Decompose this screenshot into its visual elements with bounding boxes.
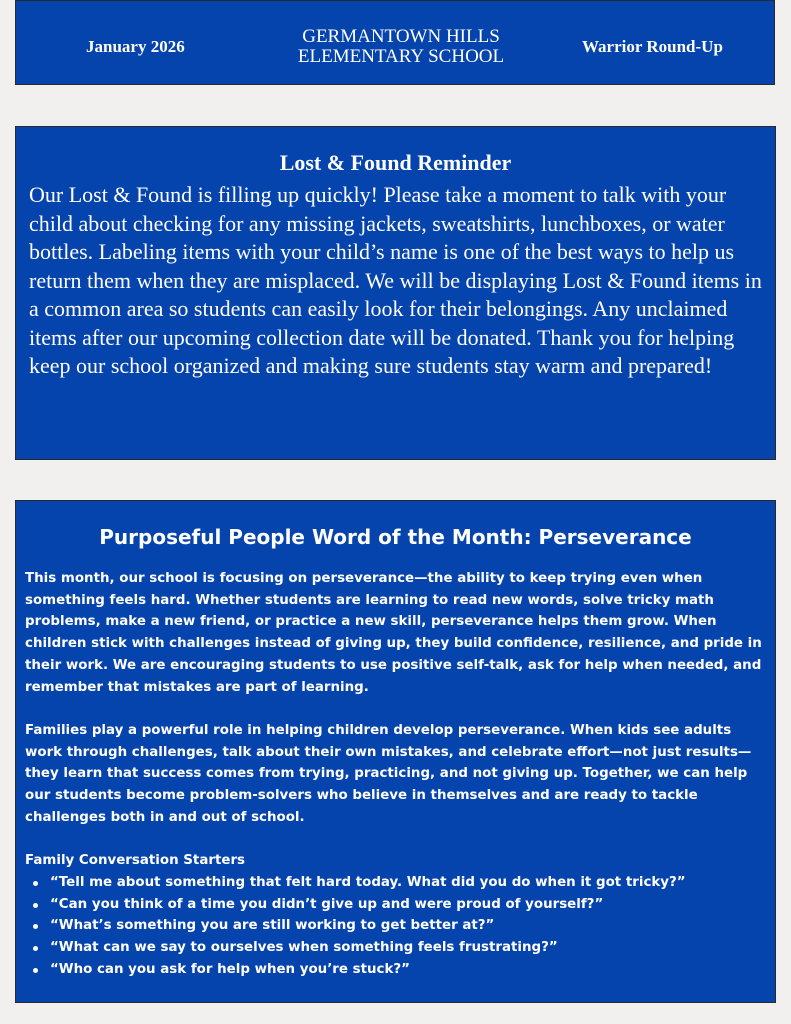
paragraph-2: Families play a powerful role in helping children develop perseverance. When kids see adults work through challenges, talk about their own mistakes, and celebrate effort—not just results—they learn that success comes from trying, practicing, and not giving up. Together, we can help our students become problem-solvers who believe in themselves and are ready to tackle challenges both in and out of school. (25, 722, 752, 825)
starter-text: “What can we say to ourselves when something feels frustrating?” (50, 939, 558, 955)
starter-item (50, 915, 765, 937)
starter-text: “What’s something you are still working to get better at?” (50, 918, 495, 934)
bullet-icon (33, 881, 38, 886)
word-of-month-title: Purposeful People Word of the Month: Perseverance (99, 525, 692, 549)
newsletter-title: Warrior Round-Up (582, 37, 723, 56)
school-name-line-2: ELEMENTARY SCHOOL (297, 46, 505, 67)
bullet-icon (33, 946, 38, 951)
issue-date: January 2026 (86, 37, 185, 56)
starter-item (50, 894, 765, 916)
word-of-month-body (25, 568, 765, 980)
starter-item (50, 872, 765, 894)
starters-list (25, 872, 765, 981)
starter-text: “Who can you ask for help when you’re stuck?” (50, 961, 410, 977)
bullet-icon (33, 903, 38, 908)
bullet-icon (33, 968, 38, 973)
bullet-icon (33, 924, 38, 929)
starter-text: “Tell me about something that felt hard today. What did you do when it got tricky?” (50, 874, 686, 890)
newsletter-header (15, 0, 775, 85)
starter-item (50, 959, 765, 981)
starters-heading: Family Conversation Starters (25, 853, 246, 869)
starter-text: “Can you think of a time you didn’t give up and were proud of yourself?” (50, 896, 604, 912)
lost-found-title: Lost & Found Reminder (279, 150, 512, 175)
paragraph-1: This month, our school is focusing on perseverance—the ability to keep trying even when something feels hard. Whether students are learning to read new words, solve tricky math problems, make a new friend, or practice a new skill, perseverance helps them grow. When children stick with challenges instead of giving up, they build confidence, resilience, and pride in their work. We are encouraging students to use positive self-talk, ask for help when needed, and remember that mistakes are part of learning. (25, 571, 762, 695)
school-name-line-1: GERMANTOWN HILLS (302, 26, 500, 47)
school-name (246, 27, 556, 67)
word-of-month-section (15, 500, 776, 1003)
starter-item (50, 937, 765, 959)
lost-found-section (15, 126, 776, 460)
lost-found-body: Our Lost & Found is filling up quickly! Please take a moment to talk with your child about checking for any missing jackets, sweatshirts, lunchboxes, or water bottles. Labeling items with your child’s name is one of the best ways to help us return them when they are misplaced. We will be displaying Lost & Found items in a common area so students can easily look for their belongings. Any unclaimed items after our upcoming collection date will be donated. Thank you for helping keep our school organized and making sure students stay warm and prepared! (29, 182, 762, 378)
